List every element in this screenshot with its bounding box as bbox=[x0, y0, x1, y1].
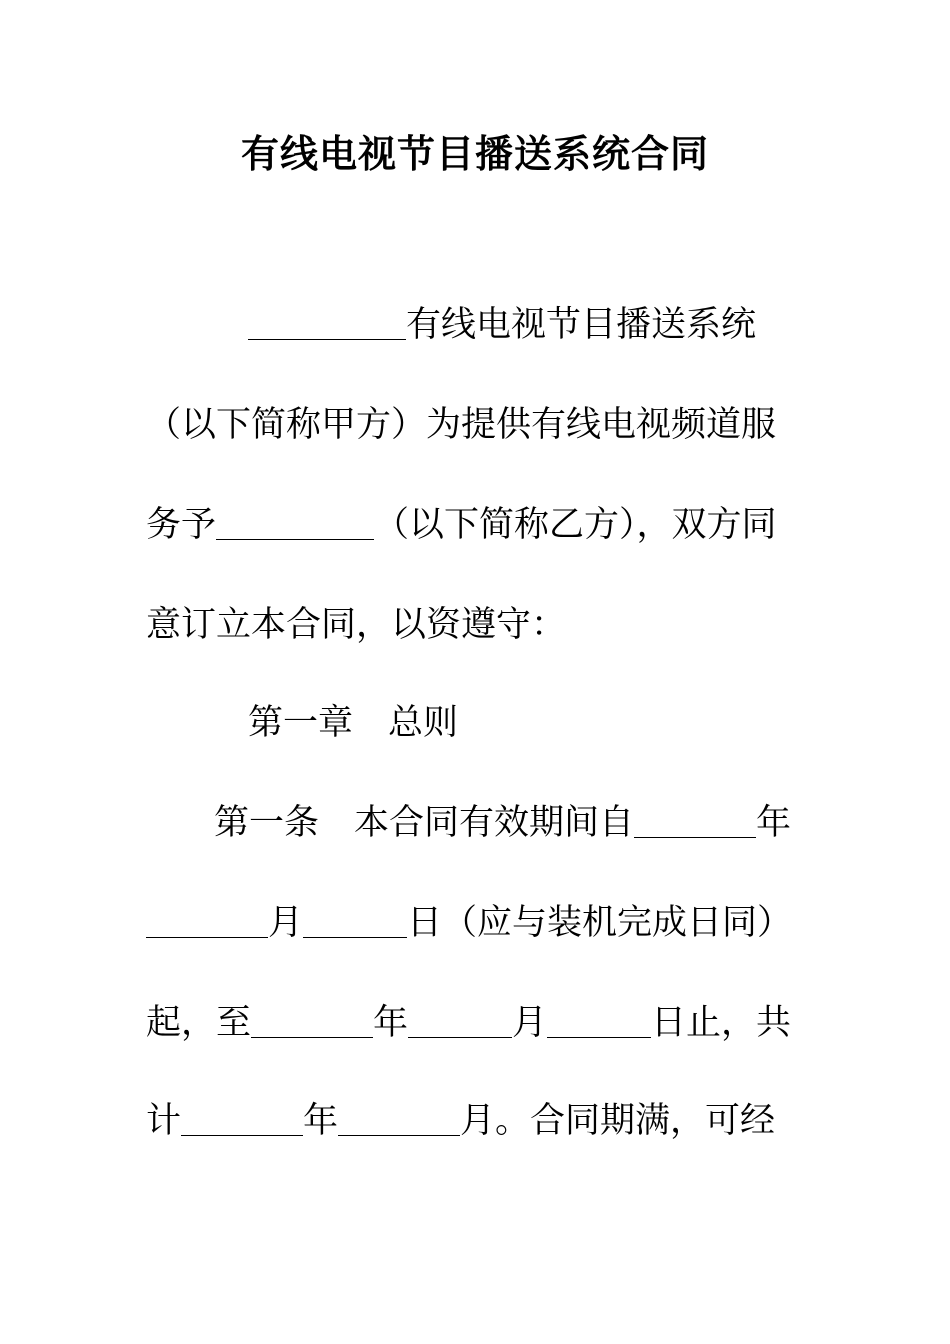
text-line-9 bbox=[146, 1096, 775, 1146]
fill-blank[interactable] bbox=[181, 1099, 303, 1136]
line-text: 月。合同期满，可经 bbox=[460, 1101, 776, 1141]
line-text: 计 bbox=[146, 1101, 182, 1141]
line-text: 年 bbox=[303, 1101, 339, 1141]
line-text: （以下简称甲方）为提供有线电视频道服 bbox=[146, 405, 777, 445]
fill-blank[interactable] bbox=[248, 303, 406, 340]
line-text: （以下简称乙方），双方同 bbox=[374, 505, 777, 545]
text-line-1 bbox=[248, 300, 756, 350]
line-text: 日止，共 bbox=[651, 1003, 792, 1043]
text-line-6 bbox=[214, 798, 791, 848]
line-text: 务予 bbox=[146, 505, 217, 545]
line-text: 月 bbox=[512, 1003, 548, 1043]
line-text: 年 bbox=[756, 803, 792, 843]
fill-blank[interactable] bbox=[547, 1001, 651, 1038]
fill-blank[interactable] bbox=[408, 1001, 512, 1038]
line-text: 起，至 bbox=[146, 1003, 252, 1043]
chapter-heading bbox=[248, 698, 458, 748]
chapter-title: 总则 bbox=[388, 703, 459, 743]
line-text: 本合同有效期间自 bbox=[354, 803, 635, 843]
line-text: 月 bbox=[268, 903, 304, 943]
text-line-8 bbox=[146, 998, 791, 1048]
text-line-4 bbox=[146, 600, 566, 650]
text-line-7 bbox=[146, 898, 792, 948]
text-line-3 bbox=[146, 500, 777, 550]
fill-blank[interactable] bbox=[303, 901, 407, 938]
document-title: 有线电视节目播送系统合同 bbox=[240, 131, 709, 176]
fill-blank[interactable] bbox=[146, 901, 268, 938]
fill-blank[interactable] bbox=[634, 801, 756, 838]
line-text: 意订立本合同，以资遵守： bbox=[146, 605, 567, 645]
article-number: 第一条 bbox=[214, 803, 320, 843]
fill-blank[interactable] bbox=[216, 503, 374, 540]
fill-blank[interactable] bbox=[251, 1001, 373, 1038]
line-text: 日（应与装机完成日同） bbox=[407, 903, 793, 943]
fill-blank[interactable] bbox=[338, 1099, 460, 1136]
line-text: 有线电视节目播送系统 bbox=[406, 305, 757, 345]
text-line-2 bbox=[146, 400, 776, 450]
line-text: 年 bbox=[373, 1003, 409, 1043]
chapter-number: 第一章 bbox=[248, 703, 354, 743]
